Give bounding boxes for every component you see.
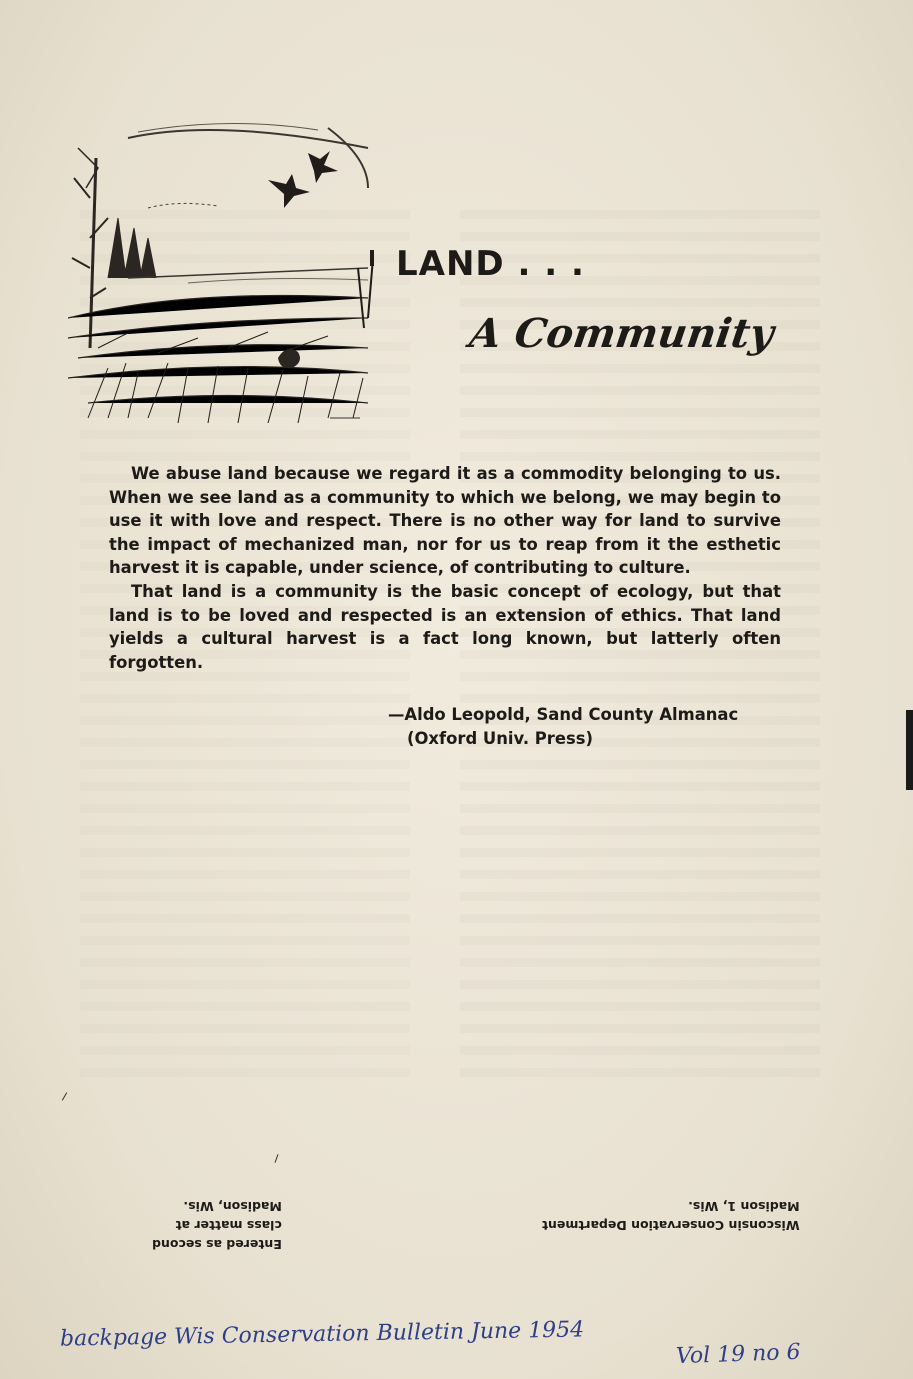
- quote-paragraph-1: We abuse land because we regard it as a commodity belonging to us. When we see land as a community to which we belong, we may begin to use it with love and respect. There is no other way for land to survive the impact of mechanized man, nor for us to reap from it the esthetic harvest it is capable, under science, of contributing to culture.: [109, 464, 781, 578]
- handwritten-note: backpage Wis Conservation Bulletin June 1954: [59, 1317, 585, 1352]
- page-title-land: LAND . . .: [396, 244, 585, 284]
- marsh-landscape-illustration: [68, 118, 388, 430]
- attribution-author: —Aldo Leopold, Sand County Almanac: [388, 705, 739, 724]
- quote-paragraph-2: That land is a community is the basic concept of ecology, but that land is to be loved and respected is an extension of ethics. That land yields a cultural harvest is a fact long known, but latterly often forgotten.: [109, 581, 781, 672]
- handwritten-volume: Vol 19 no 6: [675, 1339, 801, 1370]
- indicia-line: Entered as second: [152, 1237, 282, 1252]
- indicia-line: Madison, Wis.: [183, 1199, 282, 1214]
- page-edge-mark: [906, 710, 913, 790]
- mailing-indicia-entered: [152, 1197, 282, 1254]
- flying-ducks-icon: [268, 151, 338, 208]
- page-title-community: A Community: [466, 310, 777, 357]
- indicia-line: Wisconsin Conservation Department: [542, 1218, 800, 1233]
- attribution-publisher: (Oxford Univ. Press): [407, 728, 594, 748]
- indicia-line: Madison 1, Wis.: [688, 1199, 800, 1214]
- quote-attribution: [388, 703, 768, 750]
- mailing-indicia-department: [542, 1197, 800, 1235]
- indicia-line: class matter at: [175, 1218, 282, 1233]
- leopold-quote: [109, 462, 781, 674]
